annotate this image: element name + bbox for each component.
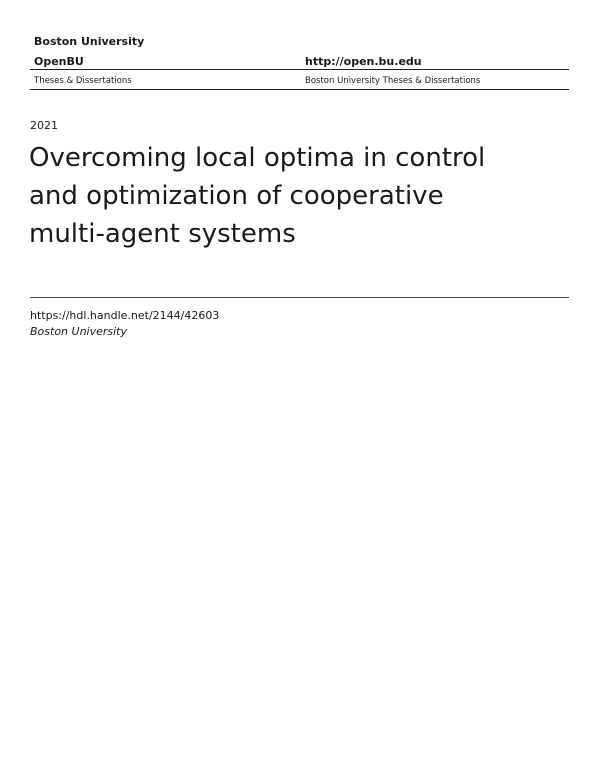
header-divider-bottom (30, 89, 569, 90)
collection-link[interactable]: Boston University Theses & Dissertations (305, 76, 481, 86)
publisher-name: Boston University (30, 325, 128, 338)
repository-name: OpenBU (34, 55, 84, 68)
collection-label: Theses & Dissertations (34, 76, 132, 86)
handle-link[interactable]: https://hdl.handle.net/2144/42603 (30, 309, 220, 322)
publication-year: 2021 (30, 119, 58, 132)
title-divider (30, 297, 569, 298)
header-divider-top (30, 69, 569, 70)
institution-name: Boston University (34, 35, 145, 48)
repository-url[interactable]: http://open.bu.edu (305, 55, 422, 68)
document-title: Overcoming local optima in control and optimization of cooperative multi-agent systems (29, 143, 486, 249)
